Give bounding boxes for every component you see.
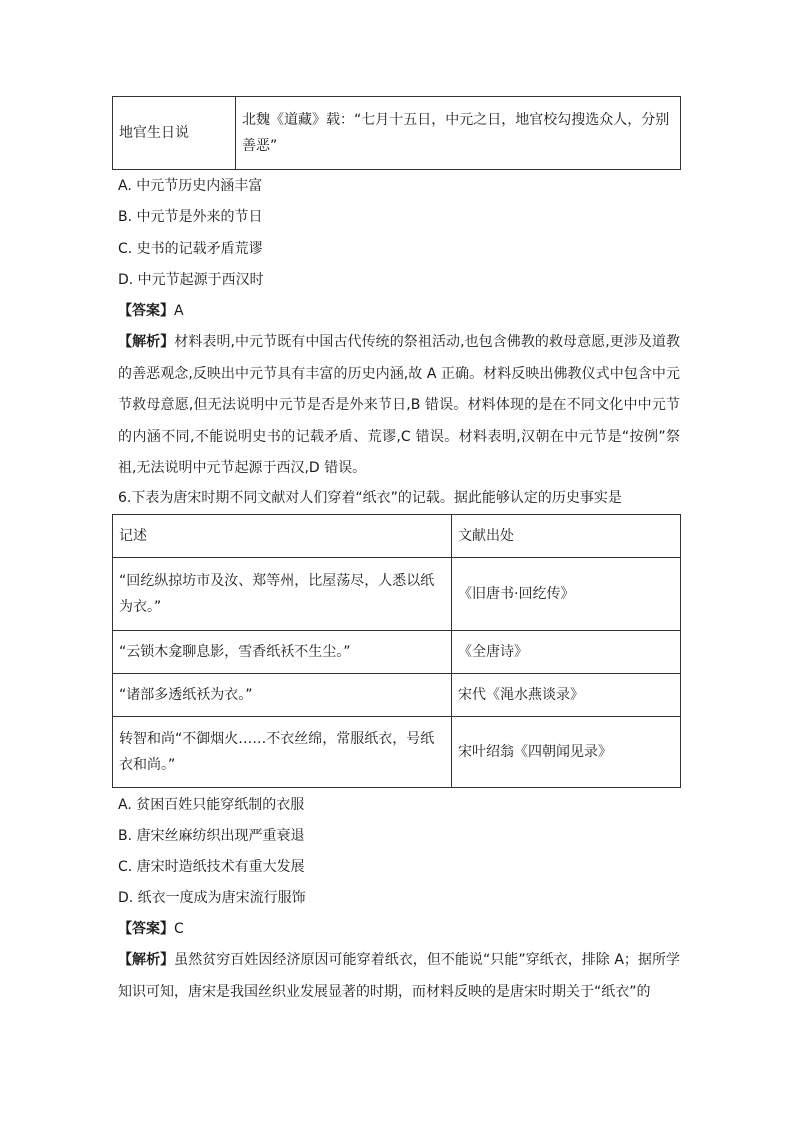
table-row — [113, 558, 681, 631]
answer-tag: 【答案】 — [118, 303, 174, 319]
table-cell: “云锁木龛聊息影，雪香纸袄不生尘。” — [113, 631, 452, 674]
table-cell: 《旧唐书·回纥传》 — [452, 558, 681, 631]
q6-question: 6.下表为唐宋时期不同文献对人们穿着“纸衣”的记载。据此能够认定的历史事实是 — [118, 490, 622, 506]
analysis-text: 材料表明,中元节既有中国古代传统的祭祖活动,也包含佛教的救母意愿,更涉及道教的善恶观念,反映出中元节具有丰富的历史内涵,故 A 正确。材料反映出佛教仪式中包含中元节救母意愿,但无法说明中元节是否是外来节日,B 错误。材料体现的是在不同文化中中元节的内涵不同,不能说明史书的记载矛盾、荒谬,C 错误。材料表明,汉朝在中元节是“按例”祭祖,无法说明中元节起源于西汉,D 错误。 — [118, 334, 680, 476]
q6-analysis — [118, 945, 680, 1008]
table-cell-label: 地官生日说 — [113, 97, 236, 170]
q5-option-b: B. 中元节是外来的节日 — [118, 209, 263, 225]
analysis-tag: 【解析】 — [118, 334, 175, 350]
paper-clothing-table — [112, 514, 681, 788]
table-cell: “回纥纵掠坊市及汝、郑等州，比屋荡尽，人悉以纸为衣。” — [113, 558, 452, 631]
table-row — [113, 717, 681, 788]
q5-option-a: A. 中元节历史内涵丰富 — [118, 178, 263, 194]
q5-analysis — [118, 327, 680, 485]
q6-option-a: A. 贫困百姓只能穿纸制的衣服 — [118, 797, 305, 813]
q5-answer — [118, 301, 184, 321]
analysis-text: 虽然贫穷百姓因经济原因可能穿着纸衣，但不能说“只能”穿纸衣，排除 A；据所学知识可知，唐宋是我国丝织业发展显著的时期，而材料反映的是唐宋时期关于“纸衣”的 — [118, 952, 681, 1000]
q6-option-b: B. 唐宋丝麻纺织出现严重衰退 — [118, 828, 305, 844]
table-cell-content: 北魏《道藏》载：“七月十五日，中元之日，地官校勾搜选众人，分别善恶” — [236, 97, 681, 170]
table-row — [113, 97, 681, 170]
table-cell: 宋代《渑水燕谈录》 — [452, 674, 681, 717]
q6-option-d: D. 纸衣一度成为唐宋流行服饰 — [118, 890, 306, 906]
q6-option-c: C. 唐宋时造纸技术有重大发展 — [118, 859, 305, 875]
table-cell: 转智和尚“不御烟火……不衣丝绵，常服纸衣，号纸衣和尚。” — [113, 717, 452, 788]
table-header-row — [113, 515, 681, 558]
answer-value: C — [174, 921, 184, 937]
table-cell: 《全唐诗》 — [452, 631, 681, 674]
table-cell: 宋叶绍翁《四朝闻见录》 — [452, 717, 681, 788]
q6-answer — [118, 919, 184, 939]
table-row — [113, 631, 681, 674]
table-row — [113, 674, 681, 717]
q5-option-c: C. 史书的记载矛盾荒谬 — [118, 241, 263, 257]
analysis-tag: 【解析】 — [118, 952, 175, 968]
column-header: 文献出处 — [452, 515, 681, 558]
answer-tag: 【答案】 — [118, 921, 174, 937]
table-cell: “诸部多透纸袄为衣。” — [113, 674, 452, 717]
column-header: 记述 — [113, 515, 452, 558]
festival-origin-table — [112, 96, 681, 170]
q5-option-d: D. 中元节起源于西汉时 — [118, 272, 264, 288]
answer-value: A — [174, 303, 184, 319]
